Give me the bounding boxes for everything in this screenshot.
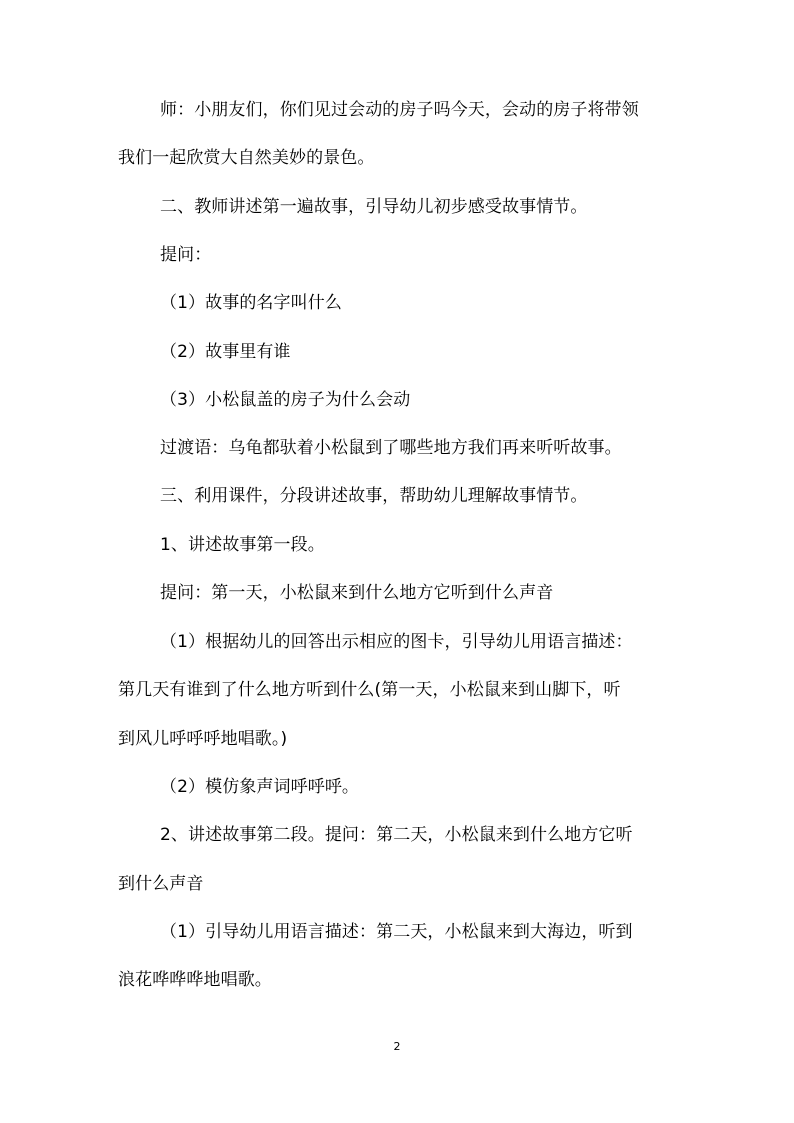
paragraph-line: 提问：第一天，小松鼠来到什么地方它听到什么声音 (160, 583, 554, 603)
subsection-heading: 2、讲述故事第二段。提问：第二天，小松鼠来到什么地方它听 (160, 825, 633, 845)
list-item: （1）引导幼儿用语言描述：第二天，小松鼠来到大海边，听到 (160, 922, 633, 942)
paragraph-line: 第几天有谁到了什么地方听到什么(第一天，小松鼠来到山脚下，听 (118, 680, 621, 700)
paragraph-line: 浪花哗哗哗地唱歌。 (118, 970, 272, 990)
section-heading: 三、利用课件，分段讲述故事，帮助幼儿理解故事情节。 (160, 486, 588, 506)
list-item: （2）故事里有谁 (160, 342, 291, 362)
subsection-heading: 1、讲述故事第一段。 (160, 535, 325, 555)
paragraph-line: 到什么声音 (118, 874, 204, 894)
list-item: （1）根据幼儿的回答出示相应的图卡，引导幼儿用语言描述： (160, 632, 633, 652)
paragraph-line: 师：小朋友们，你们见过会动的房子吗今天，会动的房子将带领 (160, 100, 639, 120)
paragraph-line: 过渡语：乌龟都驮着小松鼠到了哪些地方我们再来听听故事。 (160, 438, 622, 458)
list-item: （1）故事的名字叫什么 (160, 293, 342, 313)
paragraph-line: 我们一起欣赏大自然美妙的景色。 (118, 148, 375, 168)
list-item: （2）模仿象声词呼呼呼。 (160, 777, 360, 797)
section-heading: 二、教师讲述第一遍故事，引导幼儿初步感受故事情节。 (160, 197, 588, 217)
paragraph-line: 提问： (160, 245, 212, 265)
list-item: （3）小松鼠盖的房子为什么会动 (160, 390, 411, 410)
paragraph-line: 到风儿呼呼呼地唱歌。) (118, 729, 288, 749)
page-number: 2 (393, 1040, 401, 1053)
